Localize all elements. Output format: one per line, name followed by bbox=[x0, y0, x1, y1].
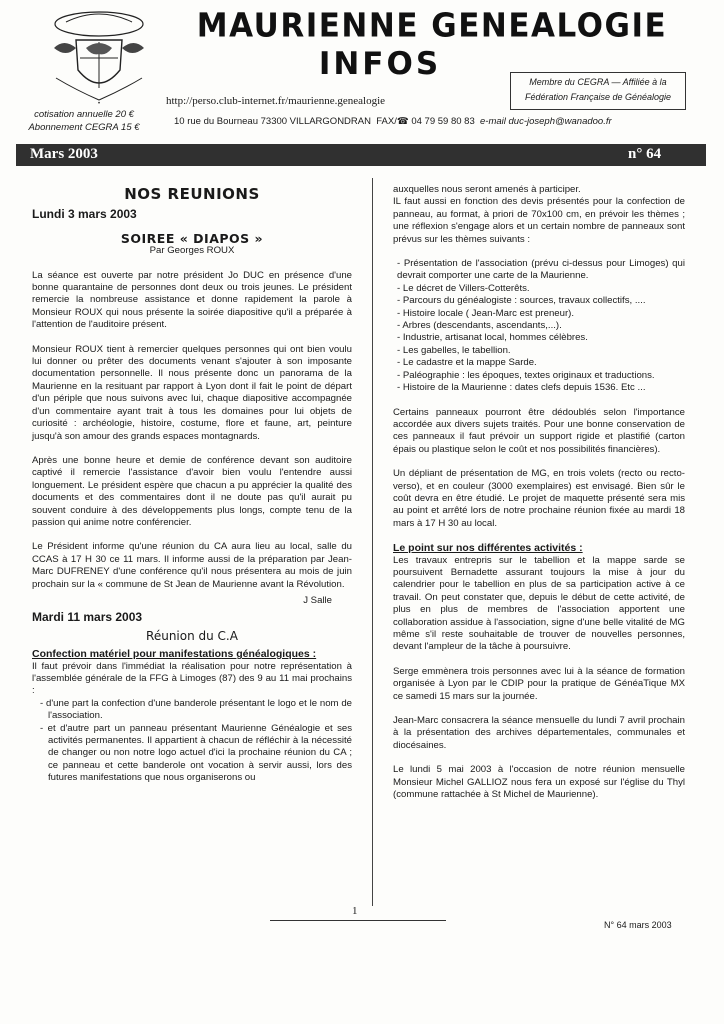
list-item: - Industrie, artisanat local, hommes célèbres. bbox=[397, 332, 588, 344]
meeting-date-2: Mardi 11 mars 2003 bbox=[32, 610, 143, 625]
meeting-date-1: Lundi 3 mars 2003 bbox=[32, 207, 137, 222]
column-divider bbox=[372, 178, 373, 906]
footer-rule bbox=[270, 920, 446, 921]
issue-date: Mars 2003 bbox=[30, 146, 98, 162]
paragraph: Monsieur ROUX tient à remercier quelques personnes qui ont bien voulu lui donner ou prêter des documents venant s'ajouter à son imposante documentation personnelle. Il nous présente donc un panorama de la Maurienne en la resituant par rapport à Lyon dont il fait le point de départ d'un périple que nous suivons avec lui, chaque diapositive accompagnée d'un commentaire ayant trait à tous les domaines pour lui objets de curiosité : archéologie, histoire, costume, flore et faune, art, peinture jusqu'à son amour des grands espaces montagnards. bbox=[32, 343, 352, 442]
paragraph: Un dépliant de présentation de MG, en trois volets (recto ou recto-verso), et en couleur (3000 exemplaires) est envisagé. Bien sûr le coût devra en être étudié. Le projet de maquette présenté sera mis au point et arrêté lors de notre prochaine réunion fixée au mardi 18 mars à 17 H 30 au local. bbox=[393, 468, 685, 529]
list-item: - Arbres (descendants, ascendants,...). bbox=[397, 320, 562, 332]
paragraph: Serge emmènera trois personnes avec lui à la séance de formation organisée à Lyon par le CDIP pour la pratique de GénéaTique MX ce samedi 15 mars sur la journée. bbox=[393, 665, 685, 702]
list-item: - Présentation de l'association (prévu ci-dessus pour Limoges) qui devrait comporter une carte de la Maurienne. bbox=[397, 258, 685, 282]
paragraph: Après une bonne heure et demie de conférence devant son auditoire captivé il remercie l'assistance d'avoir bien voulu l'entendre aussi longuement. Le président espère que chacun a pu apprécier la qualité des documents et des commentaires dont il ne doute pas qu'il aurait pu souvent conduire à des développements plus longs, compte tenu de la passion qui anime notre conférencier. bbox=[32, 454, 352, 528]
list-item: - Le décret de Villers-Cotterêts. bbox=[397, 282, 530, 294]
paragraph: auxquelles nous seront amenés à participer. bbox=[393, 184, 581, 195]
affiliation-box bbox=[510, 72, 686, 110]
paragraph: Le Président informe qu'une réunion du CA aura lieu au local, salle du CCAS à 17 H 30 ce 11 mars. Il informe aussi de la préparation par Jean-Marc DUFRENEY d'une conférence qu'il nous présentera au mois de juin prochain sur la « commune de St Jean de Maurienne avant la Révolution. bbox=[32, 541, 352, 590]
website-url[interactable]: http://perso.club-internet.fr/maurienne.genealogie bbox=[166, 95, 386, 107]
fax-phone: FAX/☎ 04 79 59 80 83 bbox=[376, 116, 475, 127]
paragraph: Jean-Marc consacrera la séance mensuelle du lundi 7 avril prochain à la présentation des archives départementales, communales et diocésaines. bbox=[393, 715, 685, 751]
footer-issue: N° 64 mars 2003 bbox=[604, 920, 672, 930]
soiree-title: SOIREE « DIAPOS » bbox=[120, 230, 264, 246]
affiliation-line2: Fédération Française de Généalogie bbox=[524, 92, 672, 102]
paragraph: Certains panneaux pourront être dédoublés selon l'importance accordée aux divers sujets traités. Pour une bonne conservation de ces panneaux il faut prévoir un support rigide et plastifié (carton épais ou plastique selon le coût et nos possibilités financières). bbox=[393, 406, 685, 455]
list-item: - Parcours du généalogiste : sources, travaux collectifs, .... bbox=[397, 295, 646, 307]
paragraph: La séance est ouverte par notre président Jo DUC en présence d'une bonne quarantaine de personnes dont deux ou trois jeunes. Le président remercie la nombreuse assistance et donne rapidement la parole à Monsieur ROUX qui nous présente la soirée diapositive qu'il a préparée à l'attention de l'auditoire présent. bbox=[32, 269, 352, 331]
email-address[interactable]: e-mail duc-joseph@wanadoo.fr bbox=[480, 116, 612, 127]
left-column bbox=[32, 185, 352, 785]
fee-annual: cotisation annuelle 20 € bbox=[34, 109, 134, 120]
list-item: - Le cadastre et la mappe Sarde. bbox=[397, 357, 537, 369]
list-item: - Histoire de la Maurienne : dates clefs depuis 1536. Etc ... bbox=[397, 382, 646, 394]
issue-banner bbox=[16, 144, 706, 166]
list-item: - d'une part la confection d'une banderole présentant le logo et le nom de l'association. bbox=[40, 697, 352, 722]
newsletter-subtitle: INFOS bbox=[318, 46, 442, 82]
list-item: - Les gabelles, le tabellion. bbox=[397, 344, 511, 356]
right-column bbox=[393, 184, 685, 801]
postal-address: 10 rue du Bourneau 73300 VILLARGONDRAN bbox=[174, 116, 371, 127]
society-logo-icon bbox=[46, 8, 152, 108]
fee-cegra: Abonnement CEGRA 15 € bbox=[28, 122, 140, 133]
paragraph: Il faut prévoir dans l'immédiat la réalisation pour notre représentation à l'assemblée générale de la FFG à Limoges (87) des 9 au 11 mai prochains : bbox=[32, 660, 352, 697]
section-heading-reunions: NOS REUNIONS bbox=[124, 185, 260, 203]
reunion-ca-title: Réunion du C.A bbox=[146, 628, 238, 643]
byline: Par Georges ROUX bbox=[149, 245, 235, 257]
affiliation-line1: Membre du CEGRA — Affiliée à la bbox=[529, 77, 667, 87]
themes-list bbox=[393, 258, 685, 394]
signature: J Salle bbox=[303, 594, 332, 606]
paragraph: Le lundi 5 mai 2003 à l'occasion de notre réunion mensuelle Monsieur Michel GALLIOZ nous fera un exposé sur l'église du Thyl (commune rattachée à St Michel de Maurienne). bbox=[393, 764, 685, 801]
contact-line bbox=[174, 116, 612, 127]
list-item: - Histoire locale ( Jean-Marc est preneur). bbox=[397, 307, 575, 319]
list-item: - Paléographie : les époques, textes originaux et traductions. bbox=[397, 369, 655, 381]
newsletter-title: MAURIENNE GENEALOGIE bbox=[196, 7, 668, 45]
svg-text:•: • bbox=[97, 100, 101, 107]
paragraph: IL faut aussi en fonction des devis présentés pour la confection de panneau, au format, à priori de 70x100 cm, en prévoir les thèmes ; une réflexion s'engage alors et un certain nombre de panneaux sont prévus sur les thèmes suivants : bbox=[393, 196, 685, 245]
paragraph: Les travaux entrepris sur le tabellion et la mappe sarde se poursuivent Bernadette assurant toujours la mise à jour du calendrier pour le tabellion en plus de sa participation active à ce travail. On peut constater que, depuis le début de cette activité, de plus en plus de membres de l'association apportent une collaboration assidue à l'association, signe d'une belle vitalité de MG même s'il reste souhaitable de trouver de nouvelles personnes, devant l'ampleur de la tâche à poursuivre. bbox=[393, 554, 685, 653]
list-item: - et d'autre part un panneau présentant Maurienne Généalogie et ses activités permanentes. Il appartient à chacun de réfléchir à la nécessité de changer ou non notre logo actuel d'ici la prochaine réunion du CA ; ce panneau et cette banderole ont vocation à servir aussi, lors des futures manifestations que nous organiserons ou bbox=[40, 722, 352, 784]
section-heading-activites: Le point sur nos différentes activités : bbox=[393, 542, 583, 555]
issue-number: n° 64 bbox=[628, 146, 662, 162]
membership-fees bbox=[20, 108, 148, 134]
page-number: 1 bbox=[352, 905, 358, 917]
section-heading-confection: Confection matériel pour manifestations généalogiques : bbox=[32, 648, 317, 661]
